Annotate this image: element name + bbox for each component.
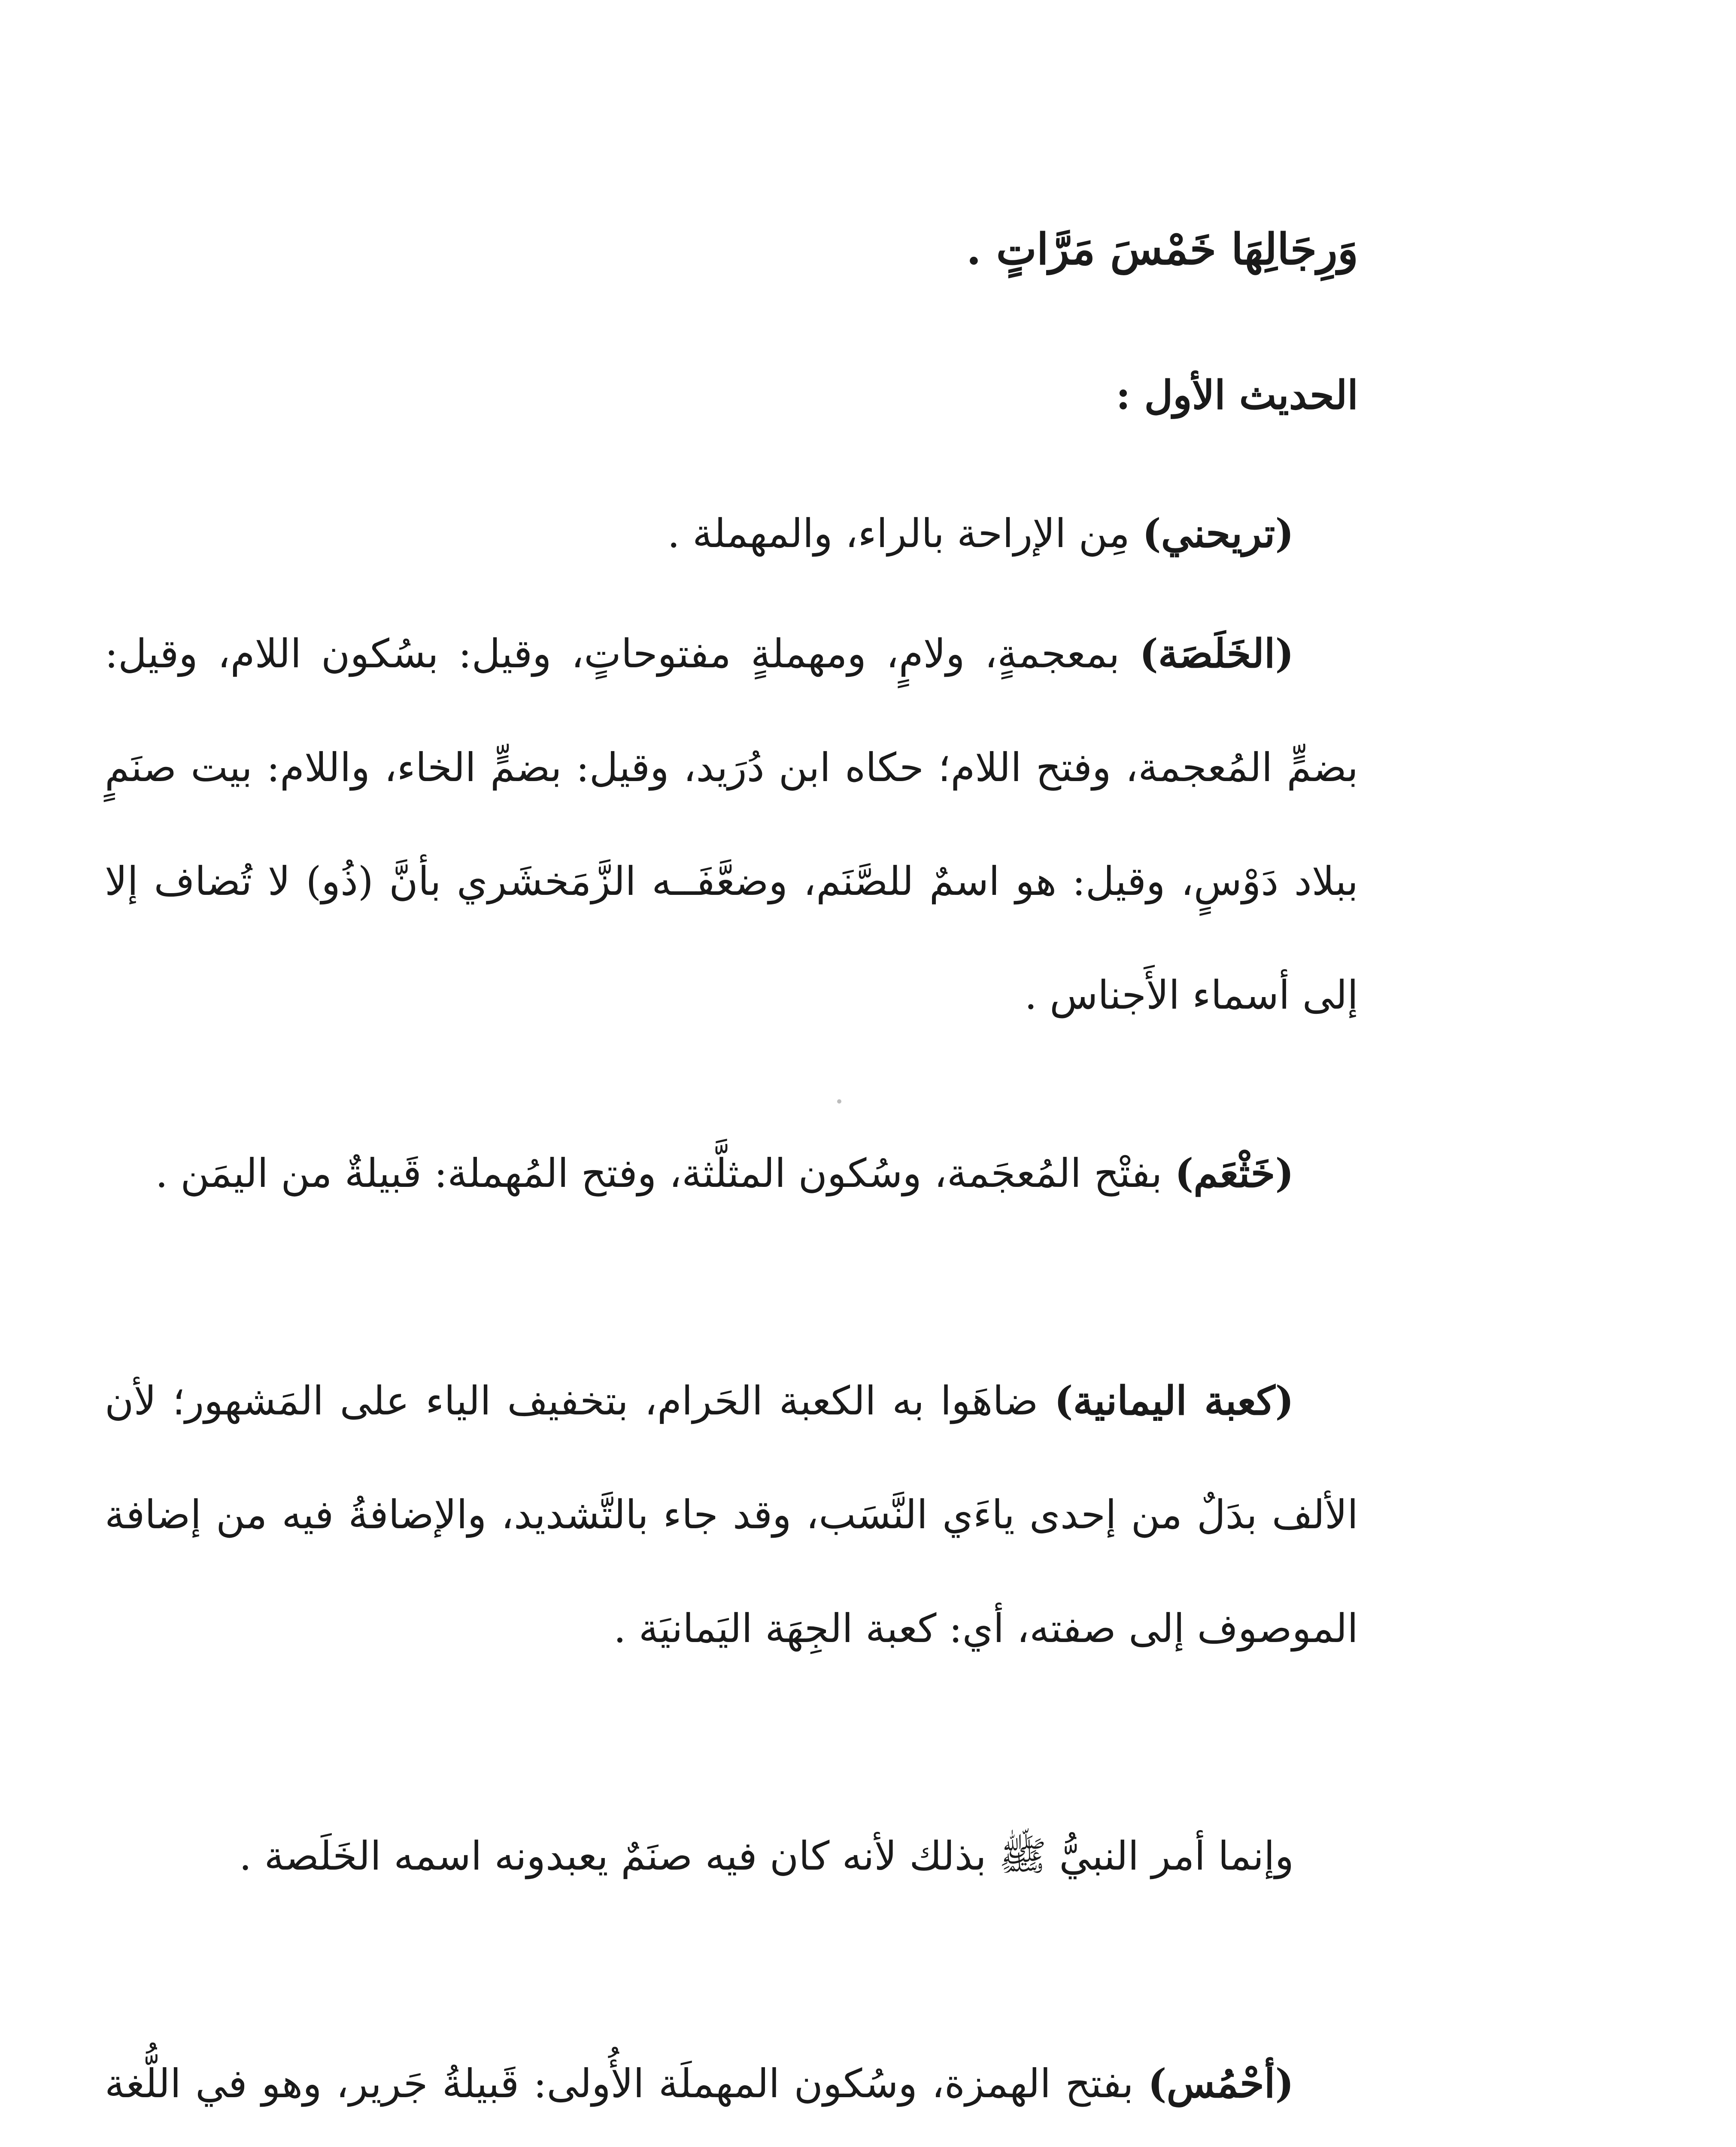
entry-term: (كعبة اليمانية) [1054, 1378, 1294, 1424]
entry-text: بفتح الهمزة، وسُكون المهملَة الأُولى: قَبيلةُ جَرير، وهو في اللُّغة [105, 2061, 1134, 2107]
entry-term: (أحْمُس) [1148, 2060, 1294, 2107]
entry-kaaba-yamaniya [105, 1344, 1358, 1685]
entry-ahmus [105, 2027, 1358, 2147]
entry-text: مِن الإراحة بالراء، والمهملة . [667, 511, 1143, 557]
entry-text: بفتْح المُعجَمة، وسُكون المثلَّثة، وفتح المُهملة: قَبيلةٌ من اليمَن . [155, 1150, 1175, 1196]
section-heading: الحديث الأول : [1116, 372, 1358, 418]
entry-khatham [105, 1116, 1358, 1230]
entry-text: ضاهَوا به الكعبة الحَرام، بتخفيف الياء على المَشهور؛ لأن الألف بدَلٌ من إحدى ياءَي النَّسَب، وقد جاء بالتَّشديد، والإضافةُ فيه من إضافة الموصوف إلى صفته، أي: كعبة الجِهَة اليَمانيَة . [105, 1378, 1358, 1651]
note-paragraph [105, 1799, 1358, 1913]
entry-term: (تريحني) [1142, 510, 1294, 557]
entry-khalasa [105, 597, 1358, 1052]
entry-tarihni [105, 477, 1358, 590]
entry-term: (الخَلَصَة) [1139, 630, 1294, 677]
entry-term: (خَثْعَم) [1175, 1150, 1294, 1196]
scan-speck [837, 1099, 841, 1104]
entry-text: بمعجمةٍ، ولامٍ، ومهملةٍ مفتوحاتٍ، وقيل: بسُكون اللام، وقيل: بضمٍّ المُعجمة، وفتح اللام؛ حكاه ابن دُرَيد، وقيل: بضمٍّ الخاء، واللام: بيت صنَمٍ ببلاد دَوْسٍ، وقيل: هو اسمٌ للصَّنَم، وضعَّفَــه الزَّمَخشَري بأنَّ (ذُو) لا تُضاف إلا إلى أسماء الأَجناس . [105, 631, 1358, 1018]
note-text: وإنما أمر النبيُّ ﷺ بذلك لأنه كان فيه صنَمٌ يعبدونه اسمه الخَلَصة . [239, 1833, 1294, 1879]
verse-line: وَرِجَالِهَا خَمْسَ مَرَّاتٍ . [966, 224, 1358, 274]
